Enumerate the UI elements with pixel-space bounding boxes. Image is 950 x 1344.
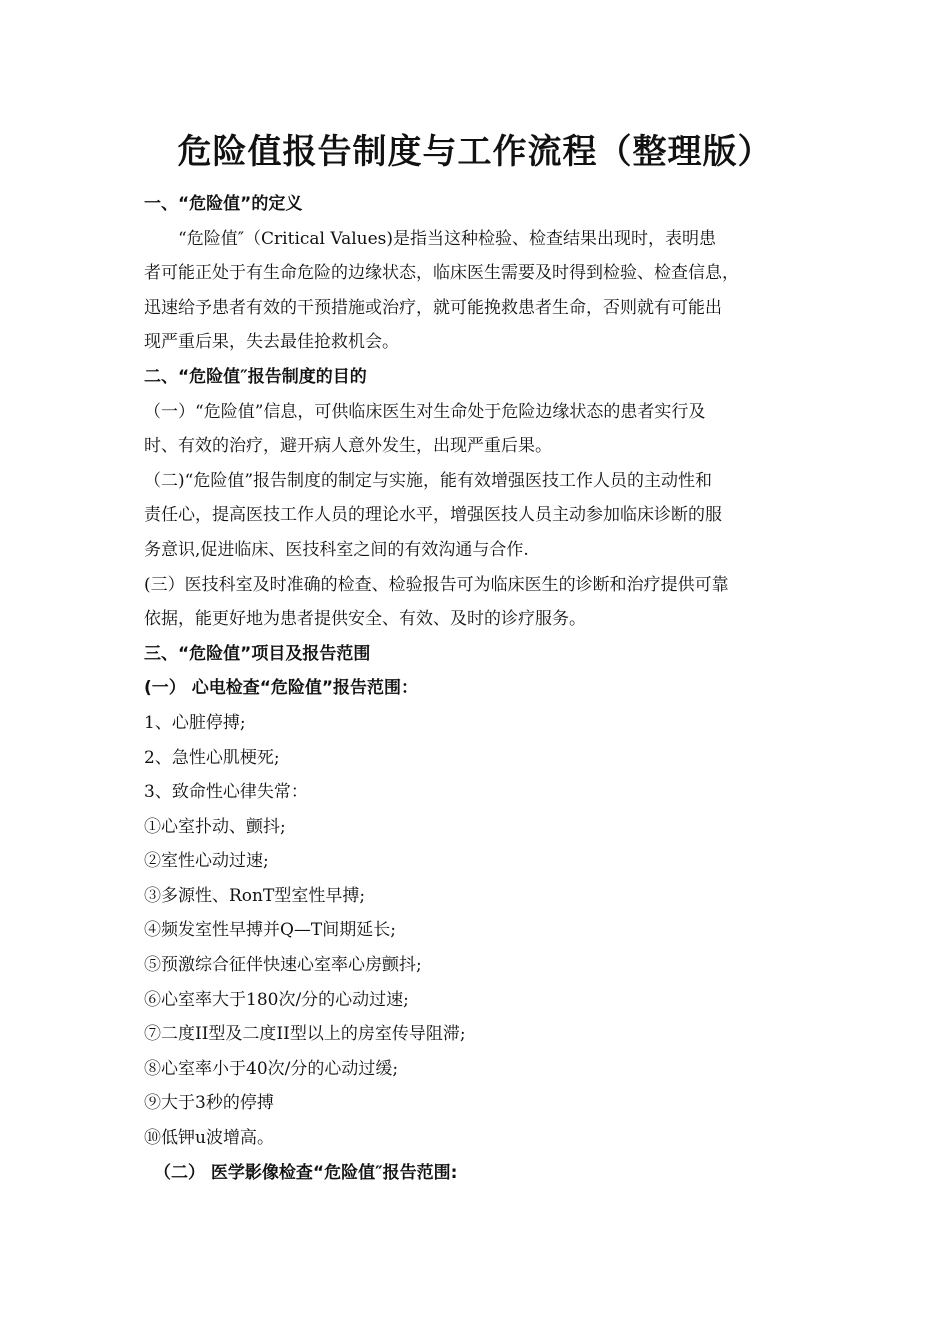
- list-item: ⑥心室率大于180次/分的心动过速;: [144, 989, 409, 1010]
- list-item: 1、心脏停搏;: [144, 712, 246, 733]
- section-heading: 三、“危险值”项目及报告范围: [144, 643, 371, 664]
- paragraph-line: 现严重后果，失去最佳抢救机会。: [144, 332, 399, 353]
- subsection-heading: （二） 医学影像检查“危险值″报告范围:: [154, 1162, 458, 1183]
- paragraph-line: 迅速给予患者有效的干预措施或治疗，就可能挽救患者生命，否则就有可能出: [144, 297, 722, 318]
- list-item: ⑨大于3秒的停搏: [144, 1093, 274, 1114]
- list-item: ③多源性、RonT型室性早搏;: [144, 885, 366, 906]
- list-item: ⑩低钾u波增高。: [144, 1128, 274, 1149]
- subsection-heading: (一） 心电检查“危险值”报告范围：: [144, 678, 419, 699]
- section-heading: 一、“危险值”的定义: [144, 194, 303, 214]
- paragraph-line: (三）医技科室及时准确的检查、检验报告可为临床医生的诊断和治疗提供可靠: [144, 574, 729, 595]
- document-body: [144, 187, 810, 1190]
- paragraph-line: “危险值″（Critical Values)是指当这种检验、检查结果出现时，表明患: [178, 228, 717, 249]
- section-heading: 二、“危险值″报告制度的目的: [144, 366, 367, 387]
- paragraph-line: 时、有效的治疗，避开病人意外发生，出现严重后果。: [144, 436, 552, 457]
- list-item: ②室性心动过速;: [144, 851, 269, 872]
- list-item: ⑧心室率小于40次/分的心动过缓;: [144, 1058, 399, 1079]
- paragraph-line: 者可能正处于有生命危险的边缘状态，临床医生需要及时得到检验、检查信息，: [144, 263, 739, 284]
- list-item: ④频发室性早搏并Q—T间期延长;: [144, 920, 397, 941]
- paragraph-line: （二)“危险值”报告制度的制定与实施，能有效增强医技工作人员的主动性和: [144, 470, 713, 491]
- list-item: ①心室扑动、颤抖;: [144, 816, 286, 837]
- paragraph-line: （一）“危险值”信息，可供临床医生对生命处于危险边缘状态的患者实行及: [144, 401, 706, 422]
- list-item: 3、致命性心律失常：: [144, 782, 308, 803]
- paragraph-line: 务意识,促进临床、医技科室之间的有效沟通与合作.: [144, 539, 529, 560]
- paragraph-line: 责任心，提高医技工作人员的理论水平，增强医技人员主动参加临床诊断的服: [144, 505, 722, 526]
- list-item: ⑤预激综合征伴快速心室率心房颤抖;: [144, 955, 422, 976]
- list-item: 2、急性心肌梗死;: [144, 747, 280, 768]
- paragraph-line: 依据，能更好地为患者提供安全、有效、及时的诊疗服务。: [144, 609, 586, 630]
- list-item: ⑦二度II型及二度II型以上的房室传导阻滞;: [144, 1024, 466, 1045]
- document-title: 危险值报告制度与工作流程（整理版）: [177, 132, 773, 172]
